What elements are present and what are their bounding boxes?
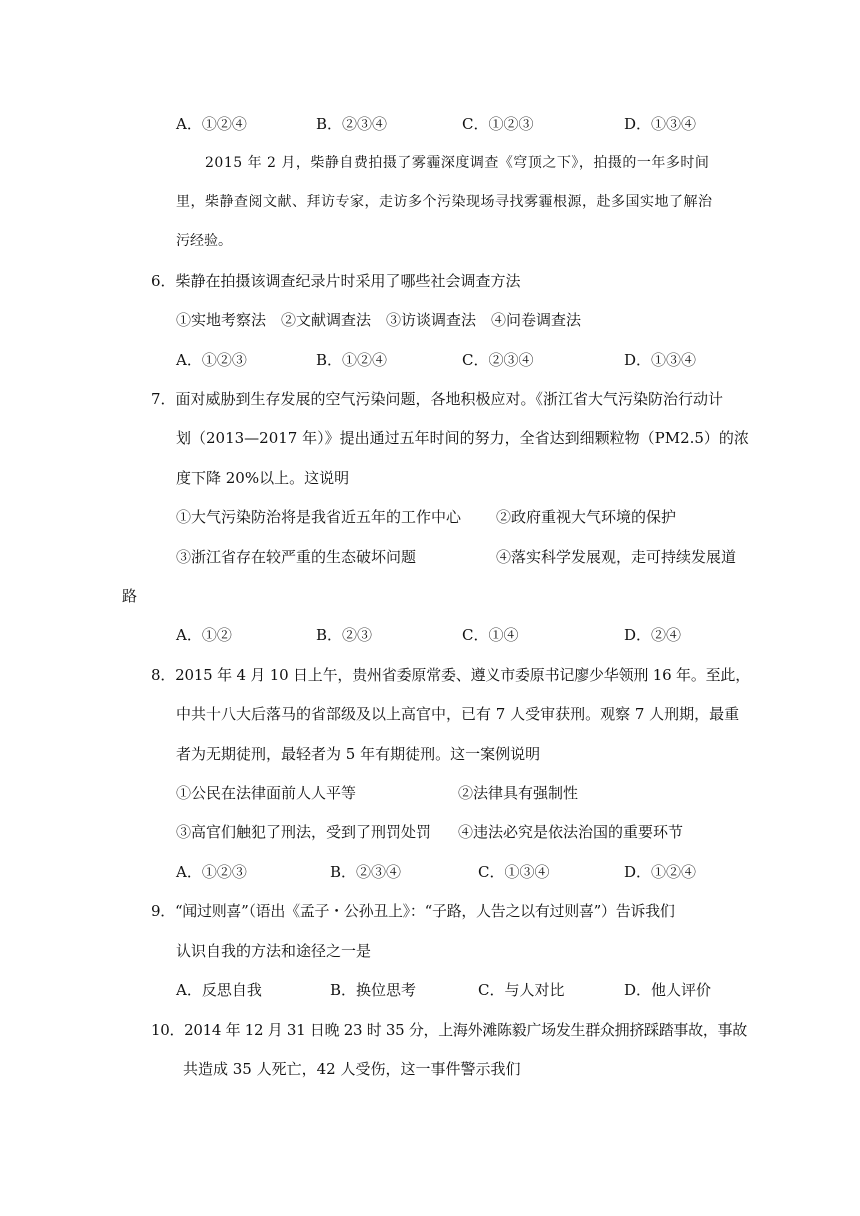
question-7-stem: 度下降 20%以上。这说明 [176, 469, 350, 487]
option-b: B．换位思考 [330, 981, 417, 999]
option-b: B．①②④ [316, 351, 388, 369]
option-d: D．①②④ [624, 863, 697, 881]
question-8-stem: 者为无期徒刑，最轻者为 5 年有期徒刑。这一案例说明 [176, 745, 541, 763]
option-b: B．②③④ [330, 863, 402, 881]
statement-2: ②法律具有强制性 [458, 784, 579, 802]
question-9-stem: 认识自我的方法和途径之一是 [176, 942, 372, 960]
question-8-stem: 8．2015 年 4 月 10 日上午，贵州省委原常委、遵义市委原书记廖少华领刑 16 年。至此， [151, 666, 751, 684]
option-c: C．与人对比 [478, 981, 565, 999]
statement-2: ②政府重视大气环境的保护 [496, 508, 677, 526]
question-6-stem: 6．柴静在拍摄该调查纪录片时采用了哪些社会调查方法 [151, 272, 521, 290]
passage-line: 污经验。 [176, 233, 232, 249]
question-7-stem: 7．面对威胁到生存发展的空气污染问题，各地积极应对。《浙江省大气污染防治行动计 [151, 390, 724, 408]
option-a: A．①② [176, 626, 232, 644]
statement-1: ①公民在法律面前人人平等 [176, 784, 357, 802]
question-10-stem: 10．2014 年 12 月 31 日晚 23 时 35 分，上海外滩陈毅广场发生群众拥挤踩踏事故，事故 [151, 1021, 747, 1039]
option-b: B．②③ [316, 626, 373, 644]
passage-line: 里，柴静查阅文献、拜访专家，走访多个污染现场寻找雾霾根源，赴多国实地了解治 [176, 194, 713, 210]
question-6-items: ①实地考察法 ②文献调查法 ③访谈调查法 ④问卷调查法 [176, 311, 582, 329]
option-a: A．①②③ [176, 863, 247, 881]
option-d: D．他人评价 [624, 981, 712, 999]
statement-1: ①大气污染防治将是我省近五年的工作中心 [176, 508, 462, 526]
option-c: C．①②③ [462, 115, 534, 133]
option-a: A．反思自我 [176, 981, 262, 999]
question-7-stem: 划（2013—2017 年）》提出通过五年时间的努力，全省达到细颗粒物（PM2.5）的浓 [176, 429, 749, 447]
option-d: D．②④ [624, 626, 682, 644]
statement-4-continued: 路 [122, 587, 138, 605]
option-c: C．②③④ [462, 351, 534, 369]
question-8-stem: 中共十八大后落马的省部级及以上高官中，已有 7 人受审获刑。观察 7 人刑期，最重 [176, 705, 740, 723]
option-a: A．①②④ [176, 115, 247, 133]
question-10-stem: 共造成 35 人死亡，42 人受伤，这一事件警示我们 [183, 1060, 521, 1078]
option-d: D．①③④ [624, 351, 697, 369]
statement-4: ④违法必究是依法治国的重要环节 [458, 823, 684, 841]
statement-4: ④落实科学发展观，走可持续发展道 [496, 548, 737, 566]
option-c: C．①③④ [478, 863, 550, 881]
option-d: D．①③④ [624, 115, 697, 133]
statement-3: ③浙江省存在较严重的生态破坏问题 [176, 548, 417, 566]
passage-line: 2015 年 2 月，柴静自费拍摄了雾霾深度调查《穹顶之下》，拍摄的一年多时间 [205, 155, 710, 171]
statement-3: ③高官们触犯了刑法，受到了刑罚处罚 [176, 823, 432, 841]
option-b: B．②③④ [316, 115, 388, 133]
option-c: C．①④ [462, 626, 519, 644]
question-9-stem: 9．“闻过则喜”（语出《孟子・公孙丑上》：“子路，人告之以有过则喜”）告诉我们 [151, 902, 675, 920]
option-a: A．①②③ [176, 351, 247, 369]
